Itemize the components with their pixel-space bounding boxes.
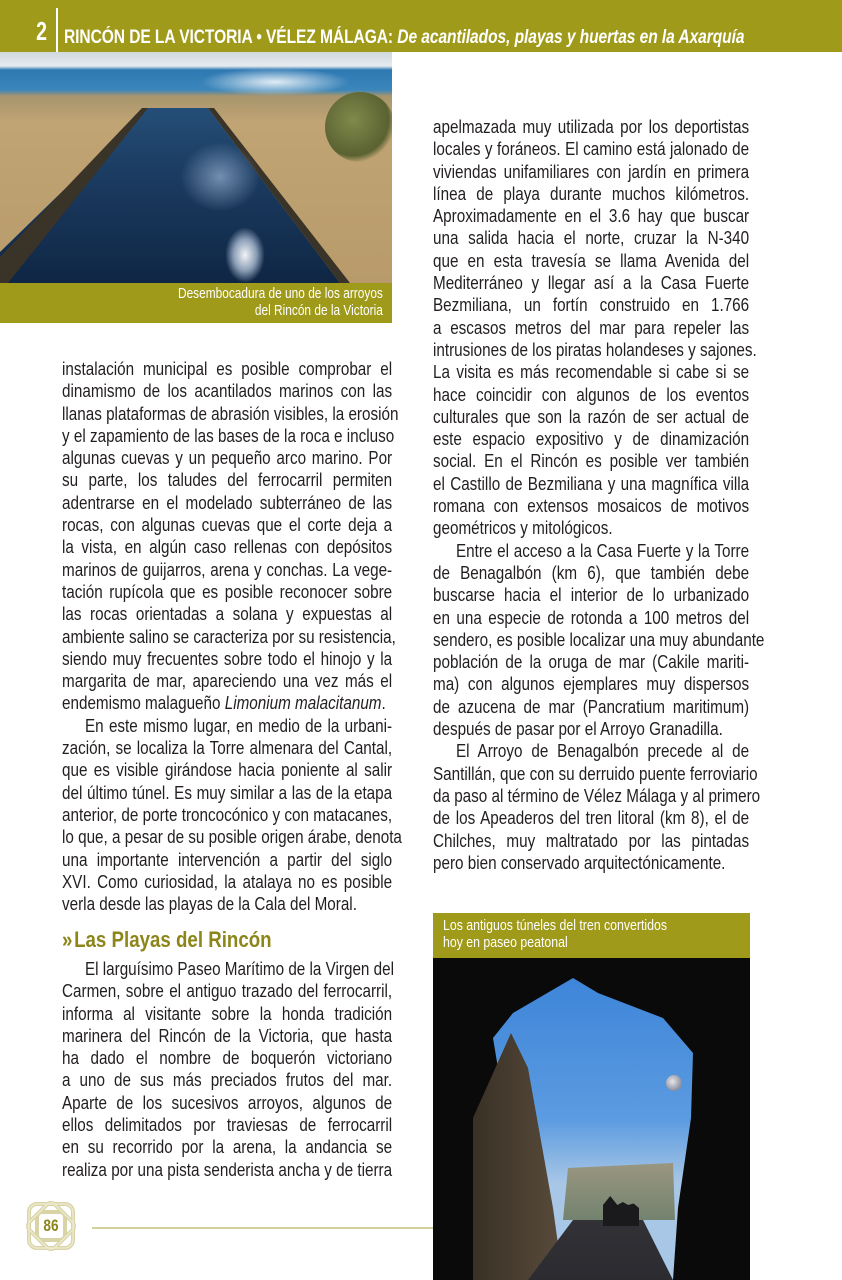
- water-reflection-bright: [225, 227, 265, 283]
- water-reflection: [180, 142, 260, 212]
- text-line: adentrarse en el modelado subterráneo de las: [62, 491, 393, 513]
- text-line: ellos delimitados por traviesas de ferrocarril: [62, 1114, 393, 1136]
- text-line: viviendas unifamiliares con jardín en primera: [433, 160, 750, 182]
- section-heading-text: Las Playas del Rincón: [74, 927, 272, 952]
- text-line: Aproximadamente en el 3.6 hay que buscar: [433, 205, 750, 227]
- text-line: una importante intervención a partir del siglo: [62, 848, 393, 870]
- chapter-number: 2: [36, 16, 47, 46]
- text-line: de los Apeaderos del tren litoral (km 8), el de: [433, 807, 750, 829]
- paragraph: [433, 116, 757, 540]
- text-line: Chilches, muy maltratado por las pintadas: [433, 829, 750, 851]
- caption-line: del Rincón de la Victoria: [254, 302, 383, 319]
- text-line: En este mismo lugar, en medio de la urbani-: [84, 714, 393, 736]
- text-line: en su recorrido por la arena, la andancia se: [62, 1136, 393, 1158]
- text-line: anterior, de porte troncocónico y con matacanes,: [62, 803, 393, 825]
- figure-caption-2: [433, 913, 750, 958]
- text-line: del último túnel. Es muy similar a las de la etapa: [62, 781, 393, 803]
- text-line: hace coincidir con algunos de los eventos: [433, 383, 750, 405]
- text-line: Aparte de los sucesivos arroyos, algunos de: [62, 1091, 393, 1113]
- paragraph: [433, 740, 761, 874]
- text-line: intrusiones de los piratas holandeses y sajones.: [433, 338, 757, 360]
- text-line: las rocas orientadas a solana y expuestas al: [62, 603, 393, 625]
- text-line: social. En el Rincón es posible ver también: [433, 450, 750, 472]
- text-line: dinamismo de los acantilados marinos con las: [62, 380, 393, 402]
- text-line: y el zapamiento de las bases de la roca e incluso: [62, 424, 395, 446]
- text-line: Bezmiliana, un fortín construido en 1.766: [433, 294, 750, 316]
- text-line: que es visible girándose hacia poniente al salir: [62, 759, 393, 781]
- text-line: realiza por una pista senderista ancha y de tierra: [62, 1158, 393, 1180]
- text-line: culturales que son la razón de ser actual de: [433, 405, 750, 427]
- caption-line: Desembocadura de uno de los arroyos: [178, 286, 383, 302]
- text-line: tación rupícola que es posible reconocer sobre: [62, 580, 393, 602]
- text-line: locales y foráneos. El camino está jalonado de: [433, 138, 750, 160]
- text-line: de Benagalbón (km 6), que también debe: [433, 561, 750, 583]
- text-line: instalación municipal es posible comprobar el: [62, 358, 393, 379]
- text-line: este espacio expositivo y de dinamización: [433, 428, 750, 450]
- chapter-title-main: RINCÓN DE LA VICTORIA • VÉLEZ MÁLAGA:: [64, 27, 394, 48]
- text-line: Carmen, sobre el antiguo trazado del ferrocarril,: [62, 980, 393, 1002]
- figure-caption-1: [0, 283, 392, 323]
- text-line: la vista, en algún caso rellenas con depósitos: [62, 536, 393, 558]
- text-line: informa al visitante sobre la honda tradición: [62, 1002, 393, 1024]
- text-line: ha dado el nombre de boquerón victoriano: [62, 1047, 393, 1069]
- text-line: geométricos y mitológicos.: [433, 517, 613, 539]
- text-line: pero bien conservado arquitectónicamente.: [433, 851, 726, 873]
- chapter-title: [64, 26, 744, 50]
- paragraph: [433, 539, 765, 741]
- photo-tunnel-promenade: [433, 958, 750, 1280]
- text-line: Santillán, que con su derruido puente ferroviario: [433, 762, 758, 784]
- caption-line: hoy en paseo peatonal: [443, 935, 568, 951]
- text-line: romana con extensos mosaicos de motivos: [433, 495, 750, 517]
- paragraph: [62, 714, 402, 916]
- text-line: verla desde las playas de la Cala del Moral.: [62, 893, 357, 915]
- text-line: El larguísimo Paseo Marítimo de la Virgen del: [84, 958, 395, 979]
- text-line: buscarse hacia el interior de lo urbanizado: [433, 584, 750, 606]
- text-line: población de la oruga de mar (Cakile mariti-: [433, 651, 750, 673]
- left-column-text: [62, 358, 402, 915]
- text-line: El Arroyo de Benagalbón precede al de: [455, 740, 750, 762]
- text-line: marinos de guijarros, arena y conchas. La vege-: [62, 558, 393, 580]
- text-line: después de pasar por el Arroyo Granadilla.: [433, 718, 723, 740]
- sun-glare: [200, 68, 350, 96]
- text-line: Entre el acceso a la Casa Fuerte y la Torre: [455, 539, 750, 561]
- text-line: Mediterráneo y llegar así a la Casa Fuerte: [433, 272, 750, 294]
- text-fragment: endemismo malagueño: [62, 692, 225, 714]
- footer-rule: [92, 1227, 433, 1229]
- text-line: zación, se localiza la Torre almenara del Cantal,: [62, 737, 393, 759]
- text-line: La visita es más recomendable si cabe si se: [433, 361, 750, 383]
- text-line: en una especie de rotonda a 100 metros del: [433, 606, 750, 628]
- double-chevron-right-icon: »: [62, 927, 70, 952]
- text-line: ma) con algunos ejemplares muy dispersos: [433, 673, 750, 695]
- text-line: sendero, es posible localizar una muy abundante: [433, 628, 765, 650]
- text-line: margarita de mar, apareciendo una vez más el: [62, 670, 393, 692]
- left-column-text-2: [62, 958, 395, 1181]
- species-name: Limonium malacitanum: [224, 692, 382, 714]
- text-line: algunas cuevas y un pequeño arco marino. Por: [62, 447, 393, 469]
- text-line: apelmazada muy utilizada por los deportistas: [433, 116, 750, 137]
- street-lamp: [666, 1075, 682, 1091]
- text-line: su parte, los taludes del ferrocarril permiten: [62, 469, 393, 491]
- text-line: que en esta travesía se llama Avenida del: [433, 249, 750, 271]
- text-line: siendo muy frecuentes sobre todo el hinojo y la: [62, 647, 393, 669]
- shrub: [325, 92, 392, 162]
- photo-stream-mouth: [0, 52, 392, 283]
- text-line: llanas plataformas de abrasión visibles, la erosión: [62, 402, 399, 424]
- text-line: ambiente salino se caracteriza por su resistencia,: [62, 625, 396, 647]
- text-line: [62, 692, 392, 714]
- page-number: 86: [43, 1216, 59, 1235]
- text-line: rocas, con algunas cuevas que el corte deja a: [62, 514, 393, 536]
- caption-line: Los antiguos túneles del tren convertidos: [443, 918, 668, 934]
- chapter-title-subtitle: De acantilados, playas y huertas en la Axarquía: [397, 27, 745, 48]
- text-line: una salida hacia el norte, cruzar la N-340: [433, 227, 750, 249]
- header-divider: [56, 8, 58, 52]
- text-line: lo que, a pesar de su posible origen árabe, denota: [62, 826, 402, 848]
- paragraph: [62, 958, 395, 1181]
- text-line: el Castillo de Bezmiliana y una magnífica villa: [433, 472, 750, 494]
- paragraph: [62, 358, 399, 715]
- text-line: a uno de sus más preciados frutos del mar.: [62, 1069, 393, 1091]
- text-line: da paso al término de Vélez Málaga y al primero: [433, 784, 761, 806]
- text-fragment: .: [381, 692, 386, 714]
- text-line: XVI. Como curiosidad, la atalaya no es posible: [62, 870, 393, 892]
- right-column-text: [433, 116, 765, 874]
- chapter-header: [0, 0, 842, 52]
- text-line: línea de playa durante muchos kilómetros.: [433, 182, 750, 204]
- text-line: de azucena de mar (Pancratium maritimum): [433, 695, 750, 717]
- text-line: marinera del Rincón de la Victoria, que hasta: [62, 1024, 393, 1046]
- section-heading: [62, 926, 272, 954]
- text-line: a escasos metros del mar para repeler las: [433, 316, 750, 338]
